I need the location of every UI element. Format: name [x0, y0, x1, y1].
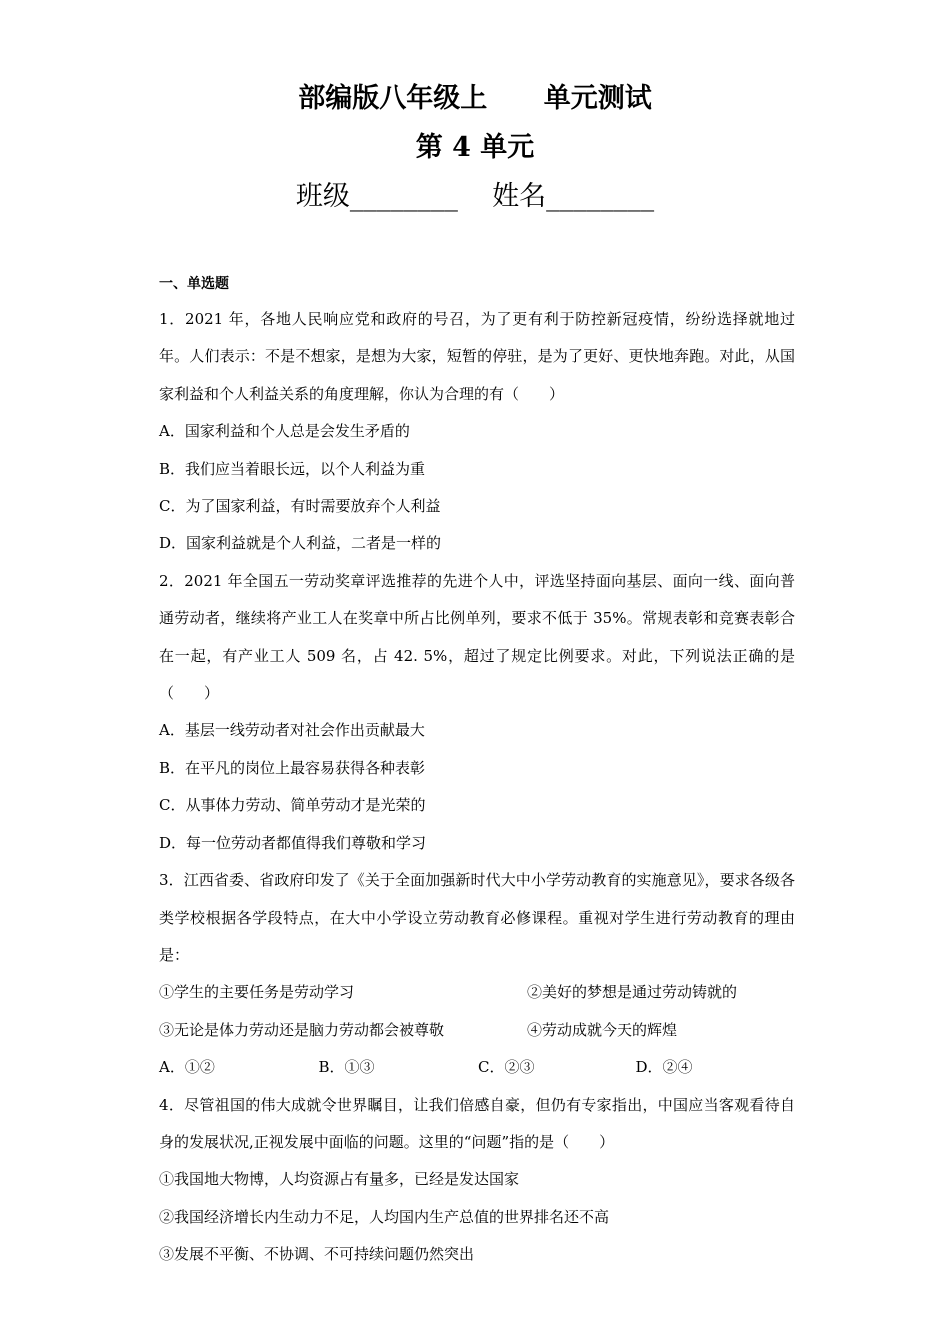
question-3-option-b: B．①③: [318, 1058, 375, 1077]
question-1-option-c: C．为了国家利益，有时需要放弃个人利益: [159, 497, 441, 516]
question-3-option-c: C．②③: [477, 1058, 535, 1077]
question-4-item-3: ③发展不平衡、不协调、不可持续问题仍然突出: [159, 1245, 475, 1264]
question-3-item-3: ③无论是体力劳动还是脑力劳动都会被尊敬: [159, 1020, 445, 1039]
question-4-stem: 4．尽管祖国的伟大成就令世界瞩目，让我们倍感自豪，但仍有专家指出，中国应当客观看待自身的发展状况,正视发展中面临的问题。这里的“问题”指的是（ ）: [159, 1095, 795, 1151]
question-3-option-d: D．②④: [635, 1058, 693, 1077]
question-3-options-row: [159, 1049, 795, 1086]
question-2-stem: 2．2021 年全国五一劳动奖章评选推荐的先进个人中，评选坚持面向基层、面向一线、面向普通劳动者，继续将产业工人在奖章中所占比例单列，要求不低于 35%。常规表彰和竞赛表彰合在一起，有产业工人 509 名，占 42. 5%，超过了规定比例要求。对此，下列说法正确的是（ ）: [159, 571, 795, 703]
question-3-items-row-2: [159, 1012, 795, 1049]
question-2-option-c: C．从事体力劳动、简单劳动才是光荣的: [159, 796, 426, 815]
unit-title: 第 4 单元: [415, 132, 535, 163]
question-2-option-d: D．每一位劳动者都值得我们尊敬和学习: [159, 833, 427, 852]
question-1-option-d: D．国家利益就是个人利益，二者是一样的: [159, 534, 442, 553]
question-1-option-b: B．我们应当着眼长远，以个人利益为重: [159, 459, 426, 478]
class-name-line: 班级________ 姓名________: [295, 181, 655, 212]
question-list: [159, 268, 795, 1274]
question-1-option-a: A．国家利益和个人总是会发生矛盾的: [159, 422, 410, 441]
question-4-item-1: ①我国地大物博，人均资源占有量多，已经是发达国家: [159, 1170, 520, 1189]
question-4-item-2: ②我国经济增长内生动力不足，人均国内生产总值的世界排名还不高: [159, 1207, 610, 1226]
question-3-option-a: A．①②: [159, 1058, 215, 1077]
question-3-items-row-1: [159, 974, 795, 1011]
question-3-item-2: ②美好的梦想是通过劳动铸就的: [527, 983, 738, 1002]
question-1-stem: 1．2021 年，各地人民响应党和政府的号召，为了更有利于防控新冠疫情，纷纷选择就地过年。人们表示：不是不想家，是想为大家，短暂的停驻，是为了更好、更快地奔跑。对此，从国家利益和个人利益关系的角度理解，你认为合理的有（ ）: [159, 310, 795, 403]
section-heading: 一、单选题: [159, 276, 229, 292]
question-3-stem: 3．江西省委、省政府印发了《关于全面加强新时代大中小学劳动教育的实施意见》，要求各级各类学校根据各学段特点，在大中小学设立劳动教育必修课程。重视对学生进行劳动教育的理由是：: [159, 871, 795, 964]
question-3-item-1: ①学生的主要任务是劳动学习: [159, 983, 355, 1002]
question-2-option-a: A．基层一线劳动者对社会作出贡献最大: [159, 721, 425, 740]
document-title: 部编版八年级上 单元测试: [298, 83, 652, 114]
question-3-item-4: ④劳动成就今天的辉煌: [527, 1020, 678, 1039]
question-2-option-b: B．在平凡的岗位上最容易获得各种表彰: [159, 758, 426, 777]
